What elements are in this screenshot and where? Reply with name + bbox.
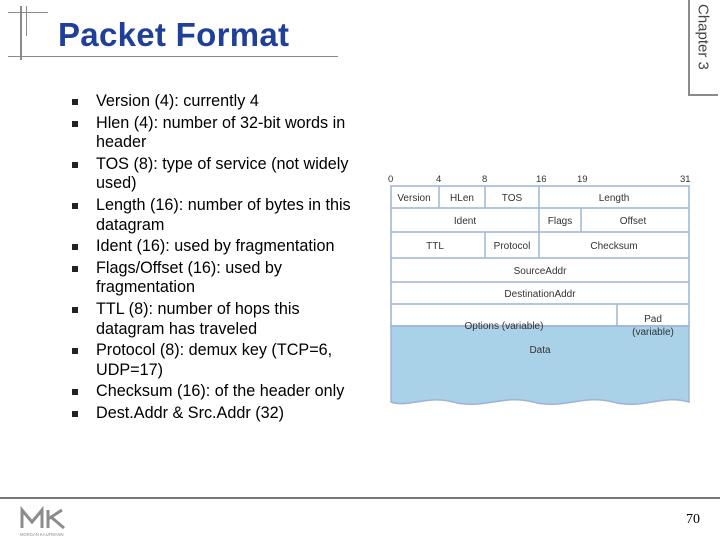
header-frame [391, 186, 689, 326]
bit-mark-16: 16 [536, 174, 547, 185]
bullet-text: Dest.Addr & Src.Addr (32) [96, 403, 285, 422]
bullet-square-icon [72, 307, 78, 313]
bit-mark-19: 19 [577, 174, 588, 185]
bullet-text: TOS (8): type of service (not widely used) [96, 154, 349, 193]
field-ttl: TTL [426, 241, 444, 252]
bullet-text: Flags/Offset (16): used by fragmentation [96, 258, 282, 297]
field-version: Version [397, 193, 431, 204]
bullet-square-icon [72, 244, 78, 250]
decor-line-horizontal-2 [8, 56, 338, 57]
bullet-square-icon [72, 266, 78, 272]
bullet-text: Ident (16): used by fragmentation [96, 237, 335, 256]
logo-wordmark: MK [20, 506, 22, 507]
field-tos: TOS [501, 193, 523, 204]
bullet-item [72, 92, 372, 112]
bullet-item [72, 341, 372, 380]
bullet-square-icon [72, 389, 78, 395]
field-options: Options (variable) [464, 321, 544, 332]
field-pad: Pad [644, 314, 662, 325]
chapter-label: Chapter 3 [694, 4, 712, 70]
bullet-text: Protocol (8): demux key (TCP=6, UDP=17) [96, 341, 333, 379]
bullet-text: TTL (8): number of hops this datagram has traveled [96, 299, 300, 338]
bit-mark-31: 31 [680, 174, 691, 185]
bullet-text: Checksum (16): of the header only [96, 382, 345, 401]
bullet-square-icon [72, 162, 78, 168]
field-data: Data [529, 345, 551, 356]
bullet-square-icon [72, 411, 78, 417]
bullet-item [72, 404, 372, 424]
bullet-text: Hlen (4): number of 32-bit words in header [96, 113, 346, 152]
slide-title: Packet Format [58, 16, 290, 53]
bullet-list [72, 92, 372, 426]
decor-line-vertical-2 [26, 6, 27, 36]
logo-subtitle: MORGAN KAUFMANN [20, 532, 64, 537]
field-checksum: Checksum [590, 241, 638, 252]
field-ident: Ident [453, 216, 477, 227]
field-destination-addr: DestinationAddr [504, 289, 576, 300]
bullet-square-icon [72, 99, 78, 105]
field-hlen: HLen [450, 193, 474, 204]
bullet-item [72, 259, 372, 298]
decor-line-horizontal [8, 12, 48, 13]
bit-mark-4: 4 [436, 174, 442, 185]
header-rows [391, 186, 689, 326]
ip-header-diagram [383, 172, 693, 417]
bullet-item [72, 155, 372, 194]
bit-mark-8: 8 [482, 174, 488, 185]
bullet-square-icon [72, 121, 78, 127]
field-protocol: Protocol [493, 241, 531, 252]
bullet-item [72, 382, 372, 402]
bullet-square-icon [72, 203, 78, 209]
bullet-item [72, 237, 372, 257]
morgan-kaufmann-logo [20, 506, 72, 538]
bit-mark-0: 0 [388, 174, 394, 185]
page-number: 70 [686, 512, 700, 527]
bullet-square-icon [72, 348, 78, 354]
decor-line-vertical [20, 6, 22, 60]
field-offset: Offset [619, 216, 647, 227]
bullet-item [72, 196, 372, 235]
field-source-addr: SourceAddr [513, 266, 567, 277]
field-length: Length [598, 193, 630, 204]
bullet-text: Length (16): number of bytes in this datagram [96, 195, 351, 234]
field-flags: Flags [547, 216, 573, 227]
bullet-item [72, 300, 372, 339]
bullet-item [72, 114, 372, 153]
footer-divider [0, 497, 720, 499]
bullet-text: Version (4): currently 4 [96, 92, 259, 110]
field-pad-variable: (variable) [632, 327, 674, 338]
